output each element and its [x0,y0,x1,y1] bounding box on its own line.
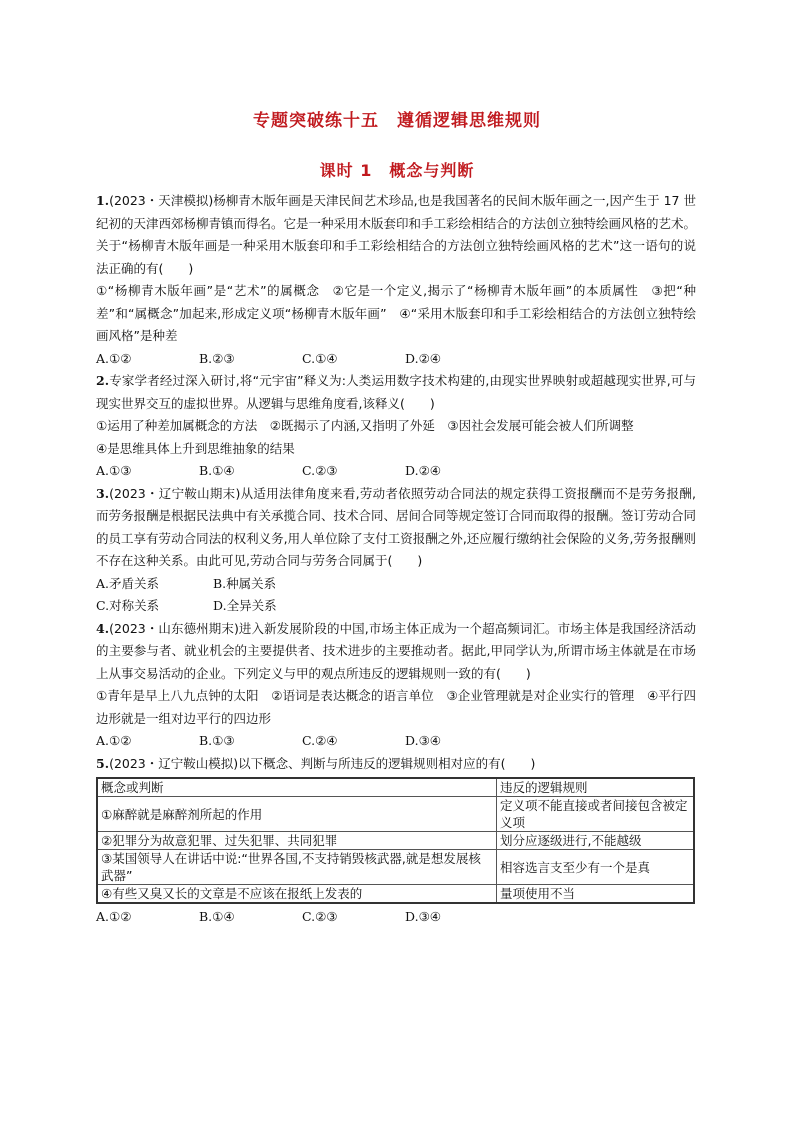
table-cell: ②犯罪分为故意犯罪、过失犯罪、共同犯罪 [97,832,497,850]
option-c[interactable]: C.②④ [302,733,338,748]
option-c[interactable]: C.①④ [302,350,338,366]
question-number: 2. [96,373,110,388]
option-b[interactable]: B.种属关系 [213,575,277,591]
table-header-row [97,778,694,797]
option-c[interactable]: C.②③ [302,463,338,478]
question-stem: 3.(2023・辽宁鞍山期末)从适用法律角度来看,劳动者依照劳动合同法的规定获得工资报酬而不是劳务报酬,而劳务报酬是根据民法典中有关承揽合同、技术合同、居间合同等规定签订合同而取得的报酬。签订劳动合同的员工享有劳动合同法的权利义务,用人单位除了支付工资报酬之外,还应履行缴纳社会保险的义务,劳务报酬则不存在这种关系。由此可见,劳动合同与劳务合同属于( ) [96,485,697,568]
question-3 [96,483,696,618]
option-a[interactable]: A.①② [96,909,132,924]
question-number: 5. [96,755,110,771]
table-row [97,797,694,832]
question-1 [96,190,696,370]
question-items-extra: ④是思维具体上升到思维抽象的结果 [96,440,295,456]
question-stem: 1.(2023・天津模拟)杨柳青木版年画是天津民间艺术珍品,也是我国著名的民间木版年画之一,因产生于 17 世纪初的天津西郊杨柳青镇而得名。它是一种采用木版套印和手工彩绘相结合的方法创立独特绘画风格的艺术。关于“杨柳青木版年画是一种采用木版套印和手工彩绘相结合的方法创立独特绘画风格的艺术”这一语句的说法正确的有( ) [96,193,697,276]
question-2 [96,370,696,483]
options-row [96,730,696,753]
option-b[interactable]: B.①③ [199,733,235,748]
option-c[interactable]: C.对称关系 [96,598,160,613]
option-d[interactable]: D.全异关系 [213,598,277,613]
question-items: ①“杨柳青木版年画”是“艺术”的属概念 ②它是一个定义,揭示了“杨柳青木版年画”的本质属性 ③把“种差”和“属概念”加起来,形成定义项“杨柳青木版年画” ④“采用木版套印和手工彩绘相结合的方法创立独特绘画风格”是种差 [96,283,696,343]
option-b[interactable]: B.①④ [199,463,235,478]
options-row [96,906,696,929]
question-4 [96,618,696,753]
question-number: 4. [96,620,110,636]
question-number: 1. [96,193,110,208]
page-subtitle: 课时 1 概念与判断 [319,161,475,180]
rules-table [96,777,695,904]
option-c[interactable]: C.②③ [302,909,338,924]
question-list [96,190,696,929]
option-b[interactable]: B.①④ [199,909,235,924]
table-row [97,850,694,885]
table-cell: 定义项不能直接或者间接包含被定义项 [497,797,695,832]
table-cell: ③某国领导人在讲话中说:“世界各国,不支持销毁核武器,就是想发展核武器” [97,850,497,885]
question-stem: 2.专家学者经过深入研讨,将“元宇宙”释义为:人类运用数字技术构建的,由现实世界映射或超越现实世界,可与现实世界交互的虚拟世界。从逻辑与思维角度看,该释义( ) [96,373,696,411]
question-stem: 4.(2023・山东德州期末)进入新发展阶段的中国,市场主体正成为一个超高频词汇。市场主体是我国经济活动的主要参与者、就业机会的主要提供者、技术进步的主要推动者。据此,甲同学认为,所谓市场主体就是在市场上从事交易活动的企业。下列定义与甲的观点所违反的逻辑规则一致的有( ) [96,620,696,681]
option-d[interactable]: D.②④ [405,463,441,478]
page-title: 专题突破练十五 遵循逻辑思维规则 [253,111,541,131]
table-header-cell: 概念或判断 [97,778,497,797]
question-5 [96,753,696,929]
question-items: ①青年是早上八九点钟的太阳 ②语词是表达概念的语言单位 ③企业管理就是对企业实行的管理 ④平行四边形就是一组对边平行的四边形 [96,688,696,726]
table-cell: ④有些又臭又长的文章是不应该在报纸上发表的 [97,885,497,904]
table-cell: 划分应逐级进行,不能越级 [497,832,695,850]
table-cell: 相容选言支至少有一个是真 [497,850,695,885]
options-row [96,348,696,371]
table-row [97,832,694,850]
option-d[interactable]: D.③④ [405,909,441,924]
table-header-cell: 违反的逻辑规则 [497,778,695,797]
question-items: ①运用了种差加属概念的方法 ②既揭示了内涵,又指明了外延 ③因社会发展可能会被人们所调整 [96,418,634,433]
options-row [96,595,696,618]
option-a[interactable]: A.①② [96,350,132,366]
table-cell: ①麻醉就是麻醉剂所起的作用 [97,797,497,832]
table-cell: 量项使用不当 [497,885,695,904]
table-row [97,885,694,904]
question-stem: 5.(2023・辽宁鞍山模拟)以下概念、判断与所违反的逻辑规则相对应的有( ) [96,755,536,771]
option-d[interactable]: D.③④ [405,733,441,748]
options-row [96,573,696,596]
question-number: 3. [96,485,110,501]
option-b[interactable]: B.②③ [199,350,235,366]
option-a[interactable]: A.①② [96,733,132,748]
option-a[interactable]: A.①③ [96,463,132,478]
option-d[interactable]: D.②④ [405,350,441,366]
options-row [96,460,696,483]
option-a[interactable]: A.矛盾关系 [96,575,160,591]
